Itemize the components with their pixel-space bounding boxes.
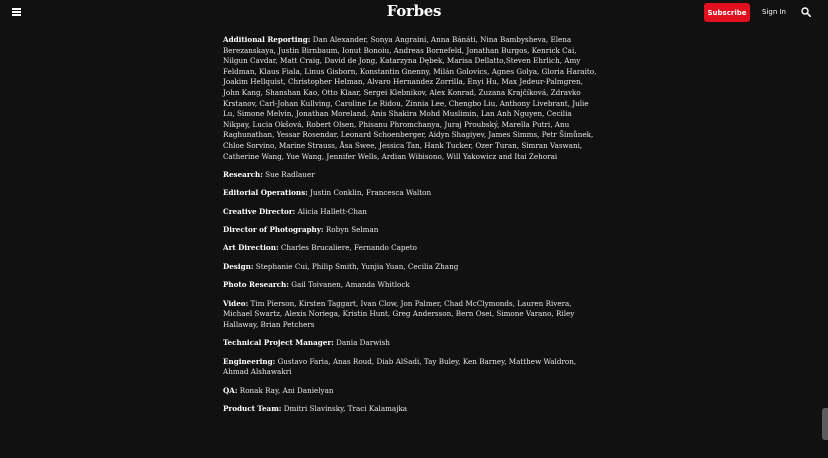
credit-role: Photo Research:: [223, 280, 289, 290]
credit-research: [223, 170, 601, 181]
credits-list: [223, 35, 601, 422]
credit-role: Engineering:: [223, 356, 276, 366]
credit-names: Dania Darwish: [336, 338, 390, 348]
credit-role: Product Team:: [223, 404, 282, 413]
credit-technical-project-manager: [223, 338, 601, 349]
credit-role: Video:: [223, 298, 249, 308]
credit-role: Design:: [223, 261, 254, 271]
top-nav-bar: [0, 0, 828, 26]
credit-names: Justin Conklin, Francesca Walton: [310, 188, 432, 198]
credit-names: Dmitri Slavinsky, Traci Kalamajka: [283, 404, 408, 413]
scrollbar-thumb[interactable]: [822, 408, 828, 440]
credit-art-direction: [223, 243, 601, 254]
credit-names: Dan Alexander, Sonya Angraini, Anna Bánáti, Nina Bambysheva, Elena Berezanskaya, Justin Birnbaum, Ionut Bonoiu, Andreas Bornefeld, Jonathan Burgos, Kenrick Cai, Nilgun Cavdar, Matt Craig, David de Jong, Katarzyna Dębek, Marisa Dellatto,Steven Ehrlich, Amy Feldman, Klaus Fiala, Linus Gisborn, Konstantin Gnenny, Milán Golovics, Agnes Golya, Gloria Haraito, Joakim Hellquist, Christopher Helman, Alvaro Hernandez Zorrilla, Enyi Hu, Max Jedeur-Palmgren, John Kang, Shanshan Kao, Otto Klaar, Sergei Klebnikov, Alex Konrad, Zuzana Krajčíková, Zdravko Krstanov, Carl-Johan Kullving, Caroline Le Ridou, Zinnia Lee, Chengbo Liu, Anthony Livebrant, Julie Lu, Simone Melvin, Jonathan Moreland, Anis Shakira Mohd Muslimin, Lan Anh Nguyen, Cecilia Nikpay, Lucia Okšová, Robert Olsen, Phisanu Phromchanya, Juraj Proubský, Marella Putri, Anu Raghunathan, Yessar Rosendar, Leonard Schoenberger, Aidyn Shagiyev, James Simms, Petr Šimůnek, Chloe Sorvino, Marine Strauss, Åsa Swee, Jessica Tan, Hank Tucker, Ozer Turan, Simran Vaswani, Catherine Wang, Yue Wang, Jennifer Wells, Ardian Wibisono, Will Yakowicz and Itai Zehorai: [223, 35, 597, 161]
credit-additional-reporting: [223, 35, 601, 162]
credit-editorial-operations: [223, 188, 601, 199]
credit-names: Robyn Selman: [325, 225, 379, 235]
hamburger-menu-icon[interactable]: [12, 8, 21, 16]
credit-engineering: [223, 357, 601, 378]
credit-names: Gail Toivanen, Amanda Whitlock: [291, 280, 410, 290]
credit-qa: [223, 386, 601, 397]
credit-names: Stephanie Cui, Philip Smith, Yunjia Yuan, Cecilia Zhang: [255, 261, 459, 271]
credit-role: Director of Photography:: [223, 225, 324, 235]
credit-video: [223, 299, 601, 331]
credit-role: Editorial Operations:: [223, 188, 308, 198]
credit-names: Alicia Hallett-Chan: [297, 206, 367, 216]
credit-product-team: [223, 404, 601, 415]
sign-in-link[interactable]: Sign In: [762, 8, 786, 16]
credit-creative-director: [223, 207, 601, 218]
credit-director-of-photography: [223, 225, 601, 236]
credit-role: Research:: [223, 169, 263, 179]
credit-role: Additional Reporting:: [223, 35, 311, 44]
credit-names: Ronak Ray, Ani Danielyan: [239, 385, 334, 395]
credit-role: Technical Project Manager:: [223, 338, 334, 348]
subscribe-button[interactable]: Subscribe: [704, 3, 750, 22]
credit-role: QA:: [223, 385, 238, 395]
credit-names: Charles Brucaliere, Fernando Capeto: [280, 243, 417, 253]
credit-names: Gustavo Faria, Anas Roud, Diab AlSadi, Tay Buley, Ken Barney, Matthew Waldron, Ahmad Alshawakri: [223, 356, 577, 377]
credit-names: Sue Radlauer: [265, 169, 315, 179]
search-icon[interactable]: [801, 7, 811, 17]
credit-design: [223, 262, 601, 273]
forbes-logo[interactable]: Forbes: [386, 2, 442, 20]
credit-role: Art Direction:: [223, 243, 279, 253]
credit-photo-research: [223, 280, 601, 291]
credit-role: Creative Director:: [223, 206, 296, 216]
credit-names: Tim Pierson, Kirsten Taggart, Ivan Clow, Jon Palmer, Chad McClymonds, Lauren Rivera, Michael Swartz, Alexis Noriega, Kristin Hunt, Greg Andersson, Bern Osei, Simone Varano, Riley Hallaway, Brian Petchers: [223, 298, 575, 329]
